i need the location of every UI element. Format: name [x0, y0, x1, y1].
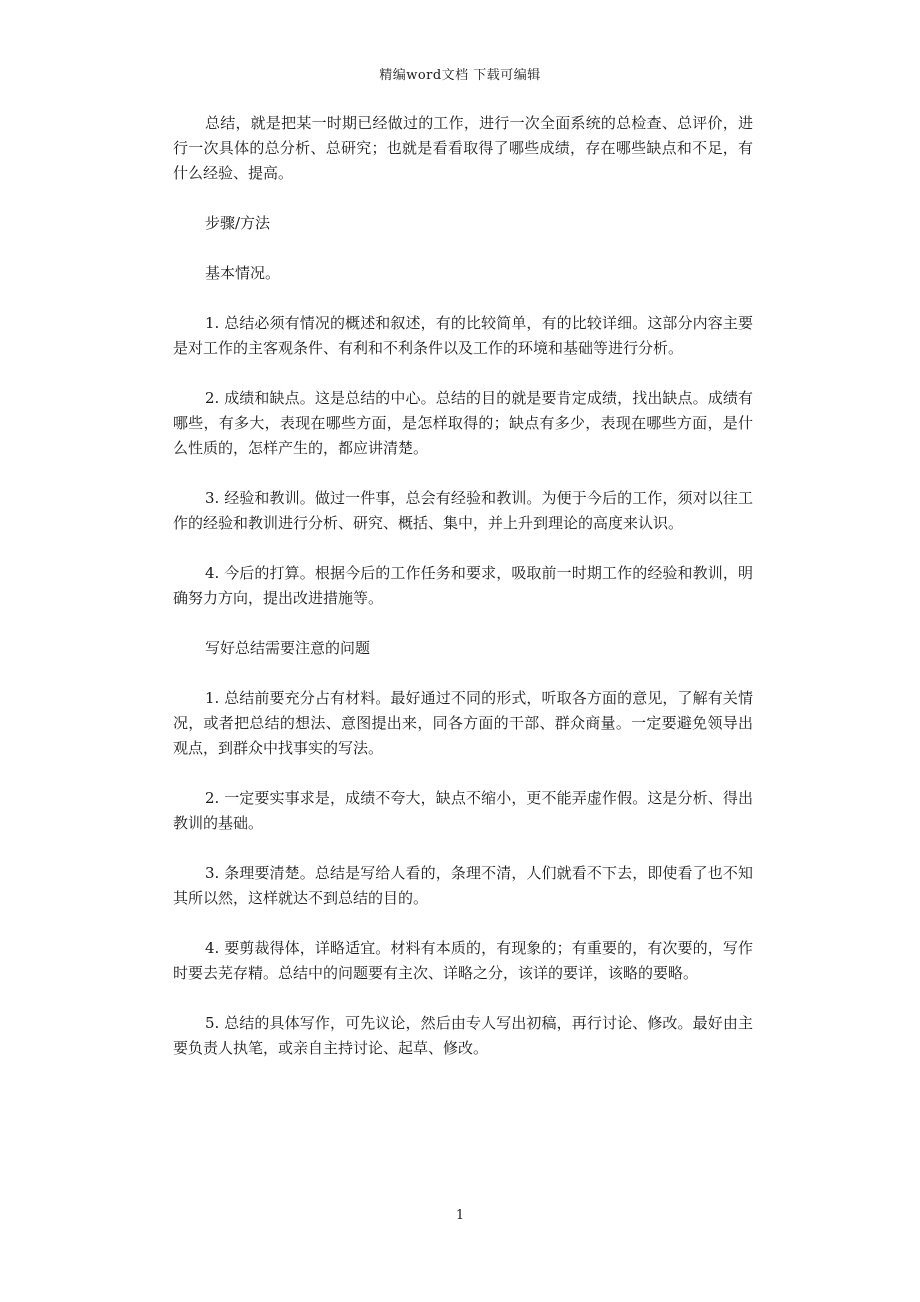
section-heading-notes: 写好总结需要注意的问题	[205, 639, 371, 657]
step-paragraph-1: 1. 总结必须有情况的概述和叙述，有的比较简单，有的比较详细。这部分内容主要是对工作的主客观条件、有利和不利条件以及工作的环境和基础等进行分析。	[173, 314, 753, 357]
page-number: 1	[455, 1208, 465, 1223]
note-paragraph-1: 1. 总结前要充分占有材料。最好通过不同的形式，听取各方面的意见，了解有关情况，或者把总结的想法、意图提出来，同各方面的干部、群众商量。一定要避免领导出观点，到群众中找事实的写法。	[173, 689, 753, 757]
note-paragraph-4: 4. 要剪裁得体，详略适宜。材料有本质的，有现象的；有重要的，有次要的，写作时要去芜存精。总结中的问题要有主次、详略之分，该详的要详，该略的要略。	[173, 939, 753, 982]
intro-paragraph: 总结，就是把某一时期已经做过的工作，进行一次全面系统的总检查、总评价，进行一次具体的总分析、总研究；也就是看看取得了哪些成绩，存在哪些缺点和不足，有什么经验、提高。	[173, 114, 753, 182]
section-heading-steps: 步骤/方法	[205, 214, 271, 232]
page-header: 精编word文档 下载可编辑	[379, 68, 541, 83]
document-body	[173, 111, 753, 1086]
step-paragraph-3: 3. 经验和教训。做过一件事，总会有经验和教训。为便于今后的工作，须对以往工作的经验和教训进行分析、研究、概括、集中，并上升到理论的高度来认识。	[173, 489, 753, 532]
note-paragraph-2: 2. 一定要实事求是，成绩不夸大，缺点不缩小，更不能弄虚作假。这是分析、得出教训的基础。	[173, 789, 753, 832]
step-paragraph-4: 4. 今后的打算。根据今后的工作任务和要求，吸取前一时期工作的经验和教训，明确努力方向，提出改进措施等。	[173, 564, 753, 607]
subheading-basic-situation: 基本情况。	[205, 264, 281, 282]
note-paragraph-3: 3. 条理要清楚。总结是写给人看的，条理不清，人们就看不下去，即使看了也不知其所以然，这样就达不到总结的目的。	[173, 864, 753, 907]
step-paragraph-2: 2. 成绩和缺点。这是总结的中心。总结的目的就是要肯定成绩，找出缺点。成绩有哪些，有多大，表现在哪些方面，是怎样取得的；缺点有多少，表现在哪些方面，是什么性质的，怎样产生的，都应讲清楚。	[173, 389, 753, 457]
note-paragraph-5: 5. 总结的具体写作，可先议论，然后由专人写出初稿，再行讨论、修改。最好由主要负责人执笔，或亲自主持讨论、起草、修改。	[173, 1014, 753, 1057]
